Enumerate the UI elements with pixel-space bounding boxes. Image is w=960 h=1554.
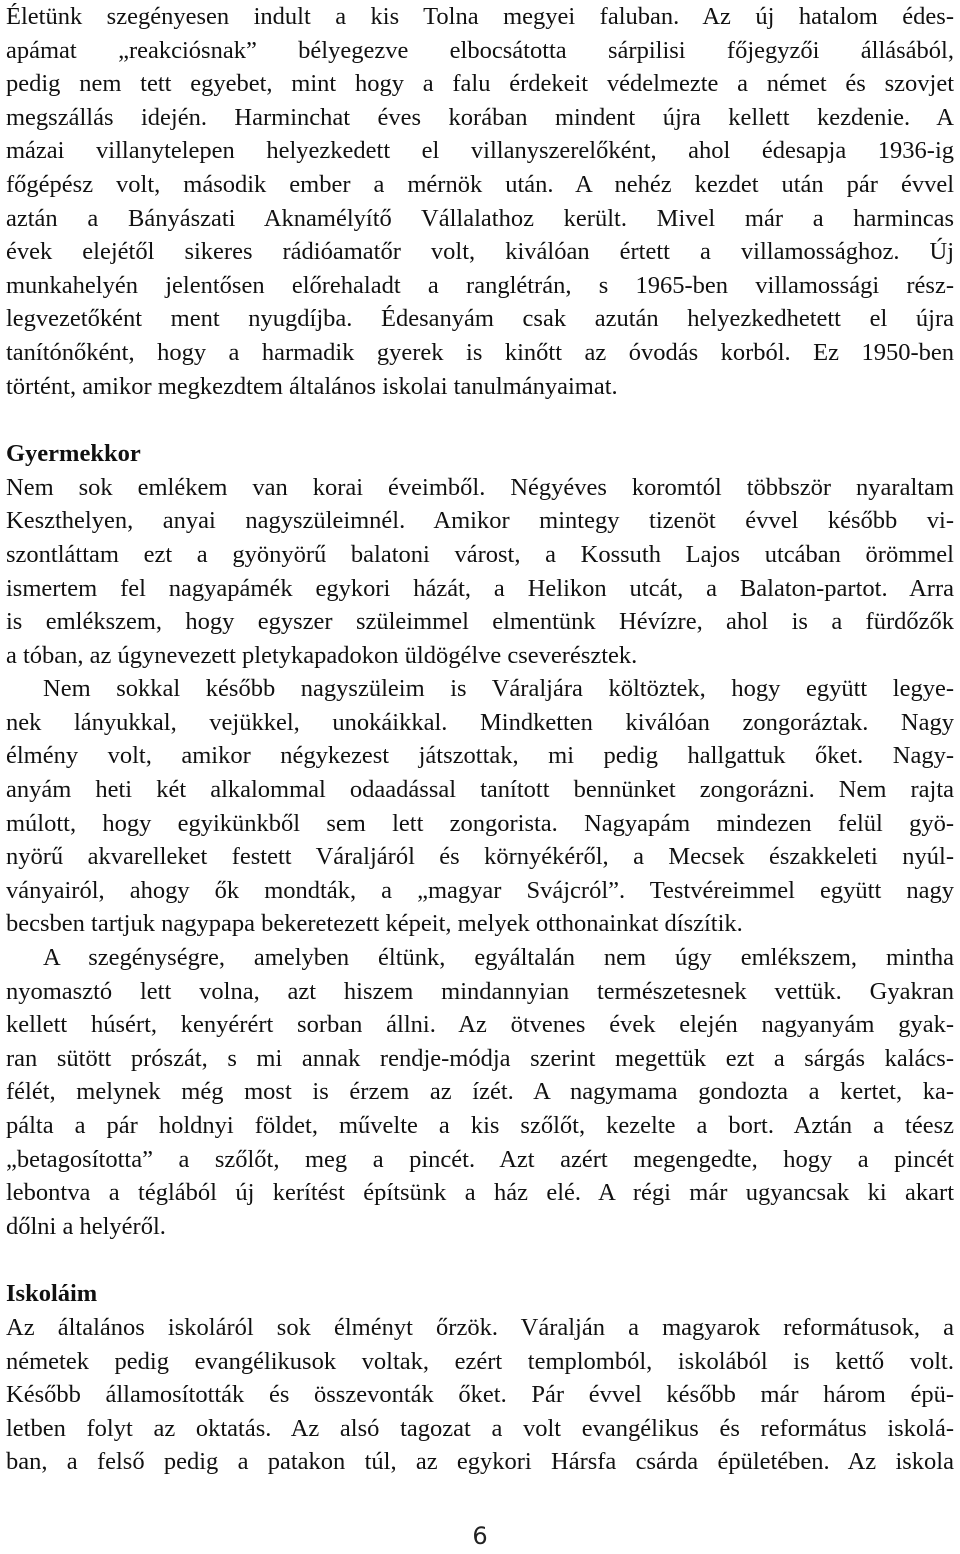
heading-schools: Iskoláim: [6, 1280, 98, 1308]
text-line: is emlékszem, hogy egyszer szüleimmel elmentünk Hévízre, ahol is a fürdőzők: [6, 608, 954, 636]
text-line: szontláttam ezt a gyönyörű balatoni várost, a Kossuth Lajos utcában örömmel: [6, 540, 954, 568]
text-line: ismertem fel nagyapámék egykori házát, a Helikon utcát, a Balaton-partot. Arra: [6, 574, 954, 602]
text-line: legvezetőként ment nyugdíjba. Édesanyám csak azután helyezkedhetett el újra: [6, 305, 954, 333]
text-line: félét, melynek még most is érzem az ízét. A nagymama gondozta a kertet, ka-: [6, 1078, 954, 1106]
text-line: a tóban, az úgynevezett pletykapadokon üldögélve cseverésztek.: [6, 641, 638, 669]
text-line: Az általános iskoláról sok élményt őrzök. Váralján a magyarok reformátusok, a: [6, 1313, 954, 1341]
text-line: pálta a pár holdnyi földet, művelte a kis szőlőt, kezelte a bort. Aztán a téesz: [6, 1112, 954, 1139]
text-line: kellett húsért, kenyérért sorban állni. Az ötvenes évek elején nagyanyám gyak-: [6, 1011, 954, 1039]
paragraph-family-background: [6, 0, 954, 403]
text-line: nek lányukkal, vejükkel, unokáikkal. Mindketten kiválóan zongoráztak. Nagy: [6, 708, 954, 736]
paragraph-poverty: [6, 941, 954, 1243]
text-line: pedig nem tett egyebet, mint hogy a falu érdekeit védelmezte a német és szovjet: [6, 70, 954, 98]
text-line: Keszthelyen, anyai nagyszüleimnél. Amikor mintegy tizenöt évvel később vi-: [6, 507, 954, 535]
text-line: ványairól, ahogy ők mondták, a „magyar Svájcról”. Testvéreimmel együtt nagy: [6, 876, 954, 904]
page-number: 6: [472, 1522, 488, 1550]
text-line: nyörű akvarelleket festett Váraljáról és környékéről, a Mecsek északkeleti nyúl-: [6, 843, 954, 871]
text-line: „betagosította” a szőlőt, meg a pincét. Azt azért megengedte, hogy a pincét: [6, 1145, 954, 1173]
text-line: németek pedig evangélikusok voltak, ezért templomból, iskolából is kettő volt.: [6, 1347, 954, 1375]
text-line: mázai villanytelepen helyezkedett el villanyszerelőként, ahol édesapja 1936-ig: [6, 137, 954, 165]
text-line: ran sütött prószát, s mi annak rendje-módja szerint megettük ezt a sárgás kalács-: [6, 1044, 954, 1072]
text-line: Nem sokkal később nagyszüleim is Váraljára költöztek, hogy együtt legye-: [43, 675, 954, 703]
text-line: tanítónőként, hogy a harmadik gyerek is kinőtt az óvodás korból. Ez 1950-ben: [6, 338, 954, 366]
text-line: munkahelyén jelentősen előrehaladt a ranglétrán, s 1965-ben villamossági rész-: [6, 271, 954, 299]
text-line: évek elejétől sikeres rádióamatőr volt, kiválóan értett a villamossághoz. Új: [6, 238, 954, 266]
paragraph-early-memories: [6, 471, 954, 673]
text-line: aztán a Bányászati Aknamélyítő Vállalathoz került. Mivel már a harmincas: [6, 204, 954, 232]
paragraph-schools: [6, 1311, 954, 1479]
text-line: nyomasztó lett volna, azt hiszem mindannyian természetesnek vettük. Gyakran: [6, 977, 954, 1005]
text-line: becsben tartjuk nagypapa bekeretezett képeit, melyek otthonainkat díszítik.: [6, 910, 743, 938]
text-line: élmény volt, amikor négykezest játszottak, mi pedig hallgattuk őket. Nagy-: [6, 742, 954, 770]
text-line: letben folyt az oktatás. Az alsó tagozat a volt evangélikus és református iskolá-: [6, 1414, 954, 1442]
text-line: megszállás idején. Harminchat éves korában mindent újra kellett kezdenie. A: [6, 103, 954, 131]
text-line: ban, a felső pedig a patakon túl, az egykori Hársfa csárda épületében. Az iskola: [6, 1448, 954, 1476]
section-spacer: [6, 403, 954, 437]
document-page: [6, 0, 954, 1479]
text-line: anyám heti két alkalommal odaadással tanított bennünket zongorázni. Nem rajta: [6, 776, 954, 804]
text-line: dőlni a helyéről.: [6, 1212, 166, 1240]
section-spacer: [6, 1243, 954, 1277]
text-line: történt, amikor megkezdtem általános iskolai tanulmányaimat.: [6, 372, 618, 400]
heading-childhood: Gyermekkor: [6, 440, 141, 468]
text-line: A szegénységre, amelyben éltünk, egyáltalán nem úgy emlékszem, mintha: [43, 944, 954, 972]
text-line: főgépész volt, második ember a mérnök után. A nehéz kezdet után pár évvel: [6, 170, 954, 198]
text-line: Később államosították és összevonták őket. Pár évvel később már három épü-: [6, 1381, 954, 1409]
text-line: apámat „reakciósnak” bélyegezve elbocsátotta sárpilisi főjegyzői állásából,: [6, 36, 954, 64]
text-line: Életünk szegényesen indult a kis Tolna megyei faluban. Az új hatalom édes-: [6, 3, 954, 30]
text-line: Nem sok emlékem van korai éveimből. Négyéves koromtól többször nyaraltam: [6, 473, 954, 501]
paragraph-grandparents: [6, 672, 954, 941]
text-line: múlott, hogy egyikünkből sem lett zongorista. Nagyapám mindezen felül gyö-: [6, 809, 954, 837]
text-line: lebontva a téglából új kerítést építsünk a ház elé. A régi már ugyancsak ki akart: [6, 1179, 954, 1207]
